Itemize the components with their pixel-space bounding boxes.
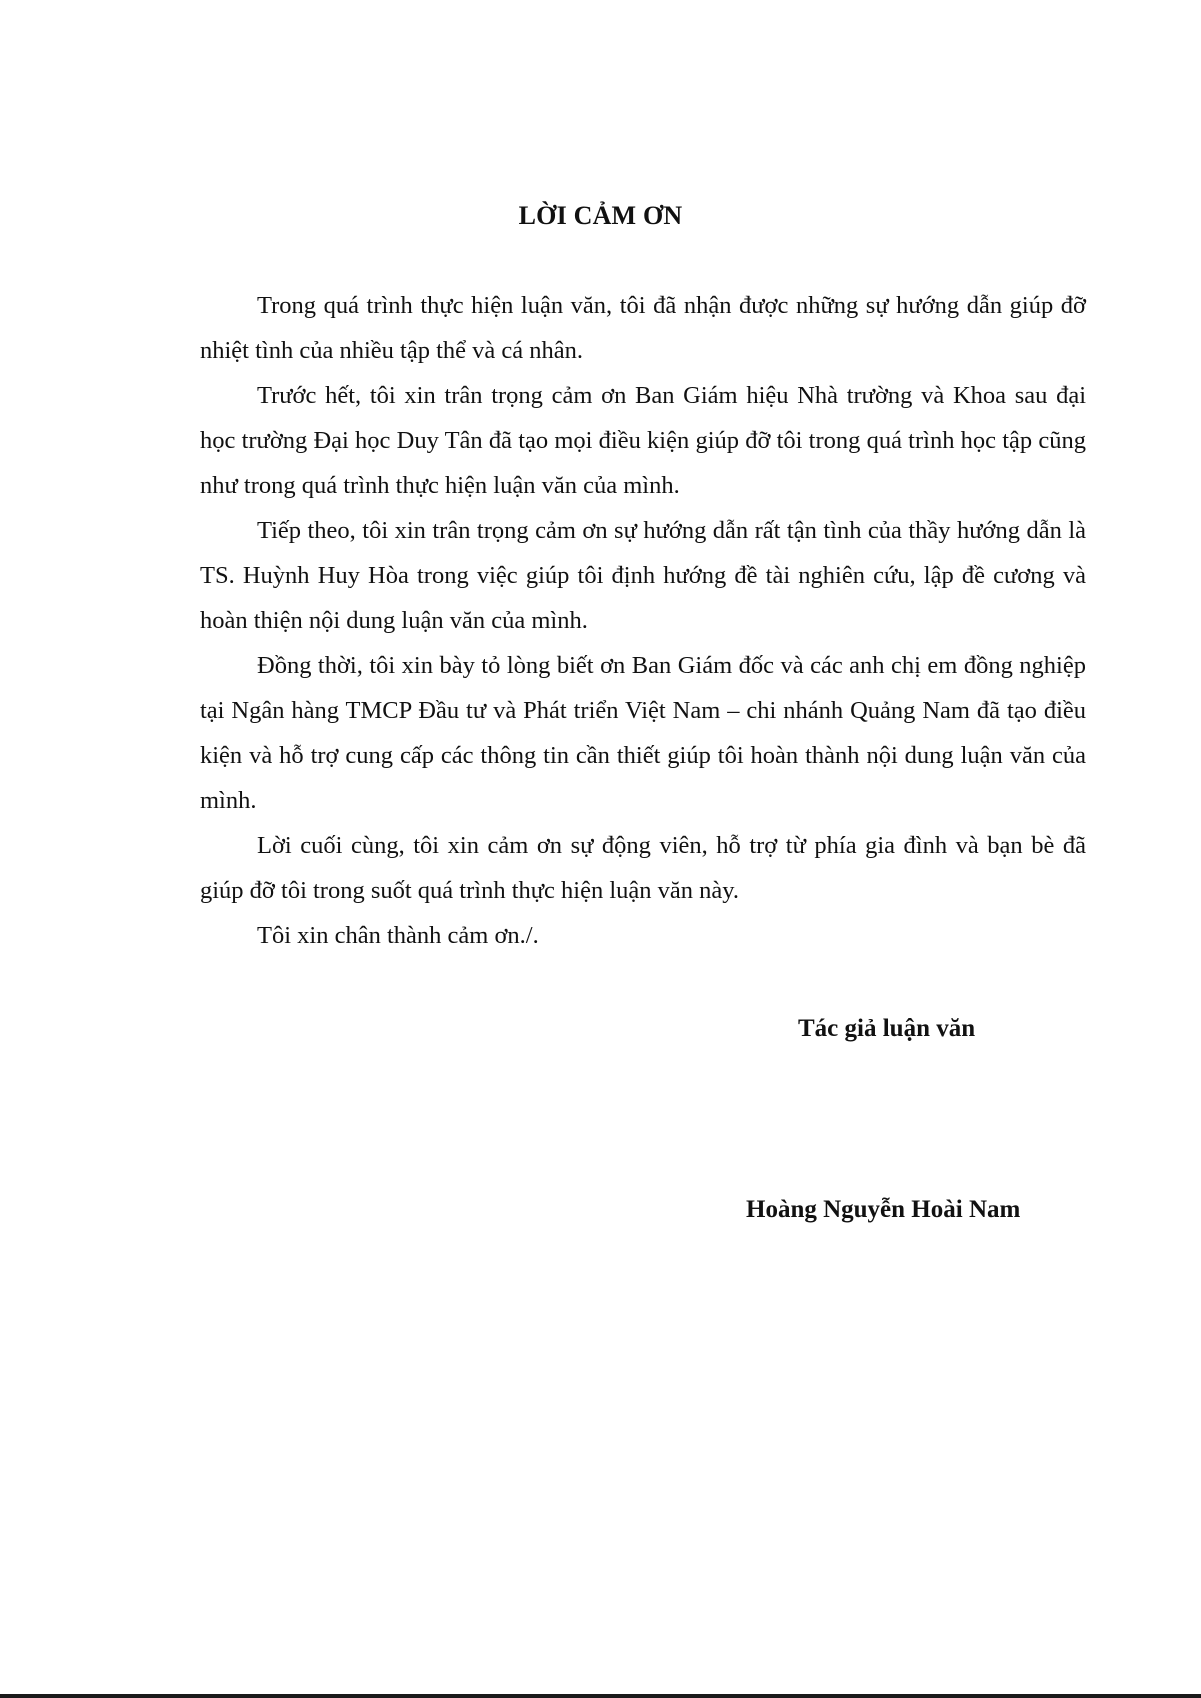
paragraph-university-thanks: Trước hết, tôi xin trân trọng cảm ơn Ban Giám hiệu Nhà trường và Khoa sau đại học trường Đại học Duy Tân đã tạo mọi điều kiện giúp đỡ tôi trong quá trình học tập cũng như trong quá trình thực hiện luận văn của mình. <box>200 382 1086 499</box>
paragraph-intro: Trong quá trình thực hiện luận văn, tôi đã nhận được những sự hướng dẫn giúp đỡ nhiệt tình của nhiều tập thể và cá nhân. <box>200 292 1086 364</box>
paragraph-advisor-thanks: Tiếp theo, tôi xin trân trọng cảm ơn sự hướng dẫn rất tận tình của thầy hướng dẫn là TS. Huỳnh Huy Hòa trong việc giúp tôi định hướng đề tài nghiên cứu, lập đề cương và hoàn thiện nội dung luận văn của mình. <box>200 517 1086 634</box>
paragraph-family-thanks: Lời cuối cùng, tôi xin cảm ơn sự động viên, hỗ trợ từ phía gia đình và bạn bè đã giúp đỡ tôi trong suốt quá trình thực hiện luận văn này. <box>200 832 1086 904</box>
page-title: LỜI CẢM ƠN <box>518 201 683 230</box>
acknowledgement-body <box>200 283 1086 958</box>
paragraph-bank-thanks: Đồng thời, tôi xin bày tỏ lòng biết ơn Ban Giám đốc và các anh chị em đồng nghiệp tại Ngân hàng TMCP Đầu tư và Phát triển Việt Nam – chi nhánh Quảng Nam đã tạo điều kiện và hỗ trợ cung cấp các thông tin cần thiết giúp tôi hoàn thành nội dung luận văn của mình. <box>200 652 1086 814</box>
bottom-edge-line <box>0 1694 1201 1698</box>
paragraph-closing: Tôi xin chân thành cảm ơn./. <box>257 922 539 949</box>
signature-role: Tác giả luận văn <box>798 1015 976 1042</box>
signature-name: Hoàng Nguyễn Hoài Nam <box>746 1196 1021 1223</box>
